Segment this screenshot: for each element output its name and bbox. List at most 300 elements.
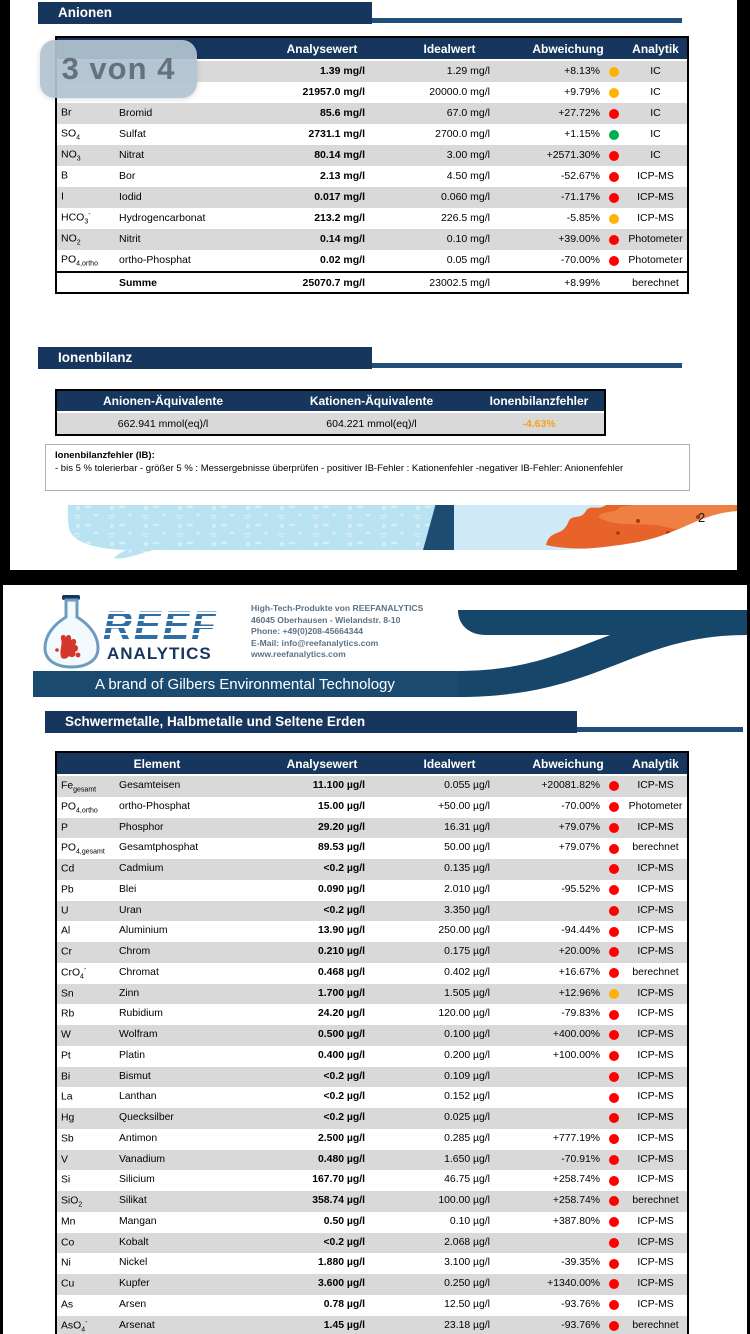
row-name: Uran bbox=[119, 904, 142, 916]
status-dot bbox=[609, 214, 619, 224]
row-deviation: +400.00% bbox=[552, 1029, 600, 1041]
note-title: Ionenbilanzfehler (IB): bbox=[55, 450, 155, 461]
table-row bbox=[57, 208, 687, 229]
table-row bbox=[57, 166, 687, 187]
column-header-analysewert: Analysewert bbox=[286, 41, 358, 56]
row-name: ortho-Phosphat bbox=[119, 800, 191, 812]
row-name: Gesamtphosphat bbox=[119, 842, 199, 854]
row-symbol: Br bbox=[61, 106, 72, 119]
contact-line: High-Tech-Produkte von REEFANALYTICS bbox=[251, 603, 424, 613]
row-ideal-value: 0.055 µg/l bbox=[444, 780, 490, 792]
table-row bbox=[57, 1253, 687, 1274]
cation-equivalents-value: 604.221 mmol(eq)/l bbox=[326, 417, 417, 430]
row-name: Chromat bbox=[119, 966, 159, 978]
status-dot-cell bbox=[604, 235, 624, 245]
row-ideal-value: 2700.0 mg/l bbox=[435, 128, 490, 141]
row-method: ICP-MS bbox=[637, 1174, 674, 1186]
status-dot-cell bbox=[604, 781, 624, 791]
table-row bbox=[57, 942, 687, 963]
row-symbol: $NO_3$ bbox=[61, 148, 81, 163]
reef-analytics-logo bbox=[33, 593, 263, 669]
section-header-rule bbox=[372, 18, 682, 23]
row-ideal-value: 1.29 mg/l bbox=[446, 65, 490, 78]
row-analysis-value: <0.2 µg/l bbox=[323, 1091, 365, 1103]
row-analysis-value: <0.2 µg/l bbox=[323, 1070, 365, 1082]
status-dot-cell bbox=[604, 256, 624, 266]
status-dot-cell bbox=[604, 109, 624, 119]
wave-pattern bbox=[68, 503, 433, 561]
row-deviation: -95.52% bbox=[561, 883, 600, 895]
row-method: ICP-MS bbox=[637, 883, 674, 895]
status-dot-cell bbox=[604, 1093, 624, 1103]
brand-tagline-band bbox=[33, 671, 458, 697]
report-page-1 bbox=[10, 0, 737, 570]
logo-wordmark-bottom: ANALYTICS bbox=[107, 644, 212, 663]
status-dot bbox=[609, 968, 619, 978]
row-method: ICP-MS bbox=[637, 1153, 674, 1165]
row-name: Iodid bbox=[119, 191, 142, 204]
sum-method: berechnet bbox=[632, 276, 679, 289]
table-row bbox=[57, 1025, 687, 1046]
row-method: ICP-MS bbox=[637, 1049, 674, 1061]
row-analysis-value: 24.20 µg/l bbox=[318, 1008, 365, 1020]
row-method: ICP-MS bbox=[637, 904, 674, 916]
row-symbol: Co bbox=[61, 1237, 75, 1249]
contact-line: www.reefanalytics.com bbox=[251, 649, 346, 660]
table-row bbox=[57, 1274, 687, 1295]
status-dot-cell bbox=[604, 1279, 624, 1289]
row-symbol: Al bbox=[61, 925, 71, 937]
row-method: berechnet bbox=[632, 842, 679, 854]
status-dot-cell bbox=[604, 193, 624, 203]
row-method: ICP-MS bbox=[637, 1070, 674, 1082]
row-analysis-value: 0.500 µg/l bbox=[318, 1029, 365, 1041]
ion-balance-header-row bbox=[57, 391, 604, 413]
row-deviation: -70.00% bbox=[560, 254, 600, 267]
table-row bbox=[57, 187, 687, 208]
status-dot-cell bbox=[604, 214, 624, 224]
row-method: Photometer bbox=[628, 254, 683, 267]
row-method: ICP-MS bbox=[637, 821, 674, 833]
row-name: Nitrat bbox=[119, 149, 145, 162]
status-dot bbox=[609, 1238, 619, 1248]
table-row bbox=[57, 1067, 687, 1088]
row-analysis-value: <0.2 µg/l bbox=[323, 863, 365, 875]
status-dot-cell bbox=[604, 1113, 624, 1123]
status-dot-cell bbox=[604, 1051, 624, 1061]
row-analysis-value: <0.2 µg/l bbox=[323, 1236, 365, 1248]
brand-tagline: A brand of Gilbers Environmental Technology bbox=[95, 675, 395, 693]
row-analysis-value: <0.2 µg/l bbox=[323, 904, 365, 916]
row-name: Chrom bbox=[119, 946, 151, 958]
status-dot bbox=[609, 802, 619, 812]
table-row bbox=[57, 145, 687, 166]
table-row bbox=[57, 1129, 687, 1150]
row-method: ICP-MS bbox=[637, 1215, 674, 1227]
table-row bbox=[57, 124, 687, 145]
row-deviation: -70.91% bbox=[561, 1153, 600, 1165]
table-row bbox=[57, 818, 687, 839]
status-dot bbox=[609, 1279, 619, 1289]
row-method: ICP-MS bbox=[637, 1298, 674, 1310]
table-row bbox=[57, 1233, 687, 1254]
column-header-element: Element bbox=[133, 756, 181, 771]
column-header-analysewert: Analysewert bbox=[286, 756, 358, 771]
status-dot bbox=[609, 989, 619, 999]
column-header-abweichung: Abweichung bbox=[532, 756, 604, 771]
row-method: ICP-MS bbox=[637, 212, 674, 225]
metals-table-header-row bbox=[57, 753, 687, 776]
table-row bbox=[57, 1295, 687, 1316]
row-ideal-value: 0.402 µg/l bbox=[444, 966, 490, 978]
row-ideal-value: 50.00 µg/l bbox=[444, 842, 490, 854]
row-symbol: I bbox=[61, 190, 64, 203]
row-ideal-value: 4.50 mg/l bbox=[446, 170, 490, 183]
status-dot bbox=[609, 823, 619, 833]
row-symbol: Rb bbox=[61, 1008, 75, 1020]
row-name: Sulfat bbox=[119, 128, 146, 141]
row-ideal-value: 2.010 µg/l bbox=[444, 883, 490, 895]
row-deviation: +20081.82% bbox=[541, 780, 600, 792]
table-row bbox=[57, 1150, 687, 1171]
metals-section-title: Schwermetalle, Halbmetalle und Seltene Erden bbox=[45, 711, 577, 733]
row-method: IC bbox=[650, 149, 661, 162]
row-analysis-value: 213.2 mg/l bbox=[314, 212, 365, 225]
row-analysis-value: 358.74 µg/l bbox=[312, 1195, 365, 1207]
row-name: Phosphor bbox=[119, 821, 164, 833]
row-analysis-value: 15.00 µg/l bbox=[318, 800, 365, 812]
ion-balance-section-title: Ionenbilanz bbox=[38, 347, 372, 369]
row-ideal-value: 12.50 µg/l bbox=[444, 1298, 490, 1310]
status-dot-cell bbox=[604, 844, 624, 854]
row-ideal-value: 0.152 µg/l bbox=[444, 1091, 490, 1103]
row-analysis-value: 0.78 µg/l bbox=[323, 1298, 365, 1310]
row-analysis-value: 21957.0 mg/l bbox=[302, 86, 365, 99]
row-ideal-value: 0.285 µg/l bbox=[444, 1132, 490, 1144]
status-dot bbox=[609, 1113, 619, 1123]
row-symbol: Sn bbox=[61, 988, 74, 1000]
status-dot-cell bbox=[604, 1238, 624, 1248]
note-body: - bis 5 % tolerierbar - größer 5 % : Messergebnisse überprüfen - positiver IB-Fehler : Kationenfehler -negativer IB-Fehler: Anionenfehler bbox=[55, 463, 624, 474]
column-header-abweichung: Abweichung bbox=[532, 41, 604, 56]
row-analysis-value: 2.500 µg/l bbox=[318, 1132, 365, 1144]
row-symbol: B bbox=[61, 169, 69, 182]
status-dot bbox=[609, 1217, 619, 1227]
sum-deviation: +8.99% bbox=[564, 276, 600, 289]
table-row bbox=[57, 1191, 687, 1212]
row-deviation: +79.07% bbox=[558, 821, 600, 833]
column-header-anion-equivalents: Anionen-Äquivalente bbox=[102, 394, 223, 408]
status-dot-cell bbox=[604, 1176, 624, 1186]
row-name: Gesamteisen bbox=[119, 780, 181, 792]
row-name: Zinn bbox=[119, 987, 140, 999]
row-name: Bromid bbox=[119, 107, 153, 120]
row-deviation: +16.67% bbox=[558, 966, 600, 978]
row-deviation: +12.96% bbox=[558, 987, 600, 999]
row-symbol: Cr bbox=[61, 946, 72, 958]
row-ideal-value: 0.10 µg/l bbox=[449, 1215, 490, 1227]
row-name: Mangan bbox=[119, 1215, 157, 1227]
row-symbol: $Fe_{gesamt}$ bbox=[61, 780, 97, 794]
row-ideal-value: 0.250 µg/l bbox=[444, 1278, 490, 1290]
row-symbol: Ni bbox=[61, 1257, 71, 1269]
row-analysis-value: 1.39 mg/l bbox=[320, 65, 365, 78]
status-dot-cell bbox=[604, 823, 624, 833]
row-name: Bor bbox=[119, 170, 136, 183]
row-ideal-value: 0.025 µg/l bbox=[444, 1112, 490, 1124]
status-dot bbox=[609, 1030, 619, 1040]
row-method: ICP-MS bbox=[637, 1029, 674, 1041]
row-method: berechnet bbox=[632, 966, 679, 978]
row-ideal-value: 226.5 mg/l bbox=[440, 212, 490, 225]
row-method: IC bbox=[650, 107, 661, 120]
column-header-idealwert: Idealwert bbox=[423, 756, 476, 771]
row-name: Cadmium bbox=[119, 863, 164, 875]
row-symbol: SiO$_2$ bbox=[61, 1195, 83, 1209]
row-ideal-value: 1.505 µg/l bbox=[444, 987, 490, 999]
status-dot-cell bbox=[604, 1010, 624, 1020]
row-analysis-value: 0.480 µg/l bbox=[318, 1153, 365, 1165]
row-method: Photometer bbox=[628, 233, 683, 246]
row-deviation: -70.00% bbox=[561, 800, 600, 812]
sum-analysis-value: 25070.7 mg/l bbox=[302, 276, 365, 289]
status-dot bbox=[609, 885, 619, 895]
row-method: IC bbox=[650, 128, 661, 141]
row-name: Silikat bbox=[119, 1195, 147, 1207]
row-ideal-value: 0.100 µg/l bbox=[444, 1029, 490, 1041]
status-dot-cell bbox=[604, 802, 624, 812]
status-dot-cell bbox=[604, 864, 624, 874]
row-symbol: U bbox=[61, 905, 69, 917]
table-row bbox=[57, 880, 687, 901]
table-row bbox=[57, 1087, 687, 1108]
column-header-idealwert: Idealwert bbox=[423, 41, 476, 56]
row-symbol: Mn bbox=[61, 1216, 76, 1228]
row-method: ICP-MS bbox=[637, 946, 674, 958]
status-dot bbox=[609, 256, 619, 266]
status-dot bbox=[609, 130, 619, 140]
row-deviation: +1.15% bbox=[564, 128, 600, 141]
row-name: Nitrit bbox=[119, 233, 141, 246]
row-analysis-value: 29.20 µg/l bbox=[318, 821, 365, 833]
row-name: Kupfer bbox=[119, 1278, 150, 1290]
row-method: ICP-MS bbox=[637, 170, 674, 183]
page-number: 2 bbox=[698, 510, 706, 525]
row-symbol: AsO$_4$- bbox=[61, 1318, 88, 1334]
status-dot bbox=[609, 67, 619, 77]
row-analysis-value: 0.468 µg/l bbox=[318, 966, 365, 978]
row-deviation: +79.07% bbox=[558, 842, 600, 854]
row-analysis-value: 2.13 mg/l bbox=[320, 170, 365, 183]
row-ideal-value: 16.31 µg/l bbox=[444, 821, 490, 833]
row-name: Nickel bbox=[119, 1257, 148, 1269]
row-method: berechnet bbox=[632, 1195, 679, 1207]
row-deviation: +2571.30% bbox=[546, 149, 600, 162]
status-dot bbox=[609, 1321, 619, 1331]
row-analysis-value: 3.600 µg/l bbox=[318, 1278, 365, 1290]
anion-equivalents-value: 662.941 mmol(eq)/l bbox=[117, 417, 209, 430]
row-symbol: Pb bbox=[61, 884, 74, 896]
flask-icon bbox=[45, 595, 98, 667]
section-header-rule bbox=[577, 727, 743, 732]
row-analysis-value: 0.02 mg/l bbox=[320, 254, 365, 267]
ion-balance-table bbox=[55, 389, 606, 436]
row-name: Blei bbox=[119, 883, 137, 895]
row-name: Kobalt bbox=[119, 1236, 149, 1248]
row-deviation: -39.35% bbox=[561, 1257, 600, 1269]
status-dot-cell bbox=[604, 172, 624, 182]
table-row bbox=[57, 797, 687, 818]
status-dot bbox=[609, 193, 619, 203]
status-dot-cell bbox=[604, 130, 624, 140]
balance-error-value: -4.63% bbox=[522, 417, 556, 430]
row-deviation: +9.79% bbox=[564, 86, 600, 99]
row-ideal-value: 0.060 mg/l bbox=[440, 191, 490, 204]
table-row bbox=[57, 921, 687, 942]
sum-ideal-value: 23002.5 mg/l bbox=[429, 276, 490, 289]
sum-label: Summe bbox=[119, 276, 157, 289]
row-name: Hydrogencarbonat bbox=[119, 212, 206, 225]
row-method: ICP-MS bbox=[637, 1132, 674, 1144]
status-dot-cell bbox=[604, 927, 624, 937]
status-dot bbox=[609, 1259, 619, 1269]
row-analysis-value: 0.50 µg/l bbox=[323, 1215, 365, 1227]
status-dot-cell bbox=[604, 947, 624, 957]
page-indicator-badge: 3 von 4 bbox=[40, 40, 197, 98]
status-dot-cell bbox=[604, 67, 624, 77]
table-row bbox=[57, 859, 687, 880]
table-row bbox=[57, 103, 687, 124]
table-row bbox=[57, 838, 687, 859]
status-dot-cell bbox=[604, 1300, 624, 1310]
row-ideal-value: 3.350 µg/l bbox=[444, 904, 490, 916]
row-ideal-value: 2.068 µg/l bbox=[444, 1236, 490, 1248]
table-row bbox=[57, 984, 687, 1005]
row-symbol: V bbox=[61, 1154, 68, 1166]
row-ideal-value: 23.18 µg/l bbox=[444, 1319, 490, 1331]
status-dot-cell bbox=[604, 1321, 624, 1331]
row-symbol: $NO_2$ bbox=[61, 232, 81, 247]
row-deviation: +39.00% bbox=[558, 233, 600, 246]
column-header-analytik: Analytik bbox=[632, 41, 679, 56]
row-analysis-value: 85.6 mg/l bbox=[320, 107, 365, 120]
row-symbol: W bbox=[61, 1029, 71, 1041]
status-dot-cell bbox=[604, 1259, 624, 1269]
row-symbol: $PO_{4,ortho}$ bbox=[61, 801, 98, 815]
row-analysis-value: 0.14 mg/l bbox=[320, 233, 365, 246]
status-dot bbox=[609, 927, 619, 937]
contact-line: 46045 Oberhausen - Wielandstr. 8-10 bbox=[251, 614, 401, 625]
row-ideal-value: 250.00 µg/l bbox=[438, 925, 490, 937]
status-dot bbox=[609, 1072, 619, 1082]
status-dot bbox=[609, 1155, 619, 1165]
row-method: berechnet bbox=[632, 1319, 679, 1331]
status-dot-cell bbox=[604, 1196, 624, 1206]
row-symbol: Sb bbox=[61, 1133, 74, 1145]
row-ideal-value: 0.10 mg/l bbox=[446, 233, 490, 246]
status-dot bbox=[609, 864, 619, 874]
row-method: IC bbox=[650, 65, 661, 78]
column-header-cation-equivalents: Kationen-Äquivalente bbox=[309, 394, 434, 408]
row-symbol: $PO_{4,gesamt}$ bbox=[61, 842, 105, 856]
table-row bbox=[57, 1212, 687, 1233]
row-deviation: +100.00% bbox=[552, 1049, 600, 1061]
row-deviation: -52.67% bbox=[560, 170, 600, 183]
row-analysis-value: 80.14 mg/l bbox=[314, 149, 365, 162]
anions-section-title: Anionen bbox=[38, 2, 372, 24]
row-name: Lanthan bbox=[119, 1091, 157, 1103]
table-row bbox=[57, 250, 687, 271]
row-ideal-value: 3.00 mg/l bbox=[446, 149, 490, 162]
row-symbol: Si bbox=[61, 1174, 71, 1186]
row-method: ICP-MS bbox=[637, 1236, 674, 1248]
row-analysis-value: 0.210 µg/l bbox=[318, 946, 365, 958]
ion-balance-value-row bbox=[57, 413, 604, 434]
status-dot bbox=[609, 88, 619, 98]
table-row bbox=[57, 901, 687, 922]
row-ideal-value: 67.0 mg/l bbox=[446, 107, 490, 120]
row-method: ICP-MS bbox=[637, 925, 674, 937]
row-ideal-value: 0.200 µg/l bbox=[444, 1049, 490, 1061]
report-page-2 bbox=[3, 585, 747, 1334]
row-analysis-value: 1.700 µg/l bbox=[318, 987, 365, 999]
row-method: IC bbox=[650, 86, 661, 99]
row-ideal-value: 0.135 µg/l bbox=[444, 863, 490, 875]
status-dot-cell bbox=[604, 88, 624, 98]
row-symbol: Pt bbox=[61, 1050, 71, 1062]
status-dot-cell bbox=[604, 151, 624, 161]
row-name: ortho-Phosphat bbox=[119, 254, 191, 267]
table-row bbox=[57, 1046, 687, 1067]
table-row bbox=[57, 776, 687, 797]
row-symbol: $PO_{4,ortho}$ bbox=[61, 253, 98, 268]
row-symbol: P bbox=[61, 822, 68, 834]
row-symbol: La bbox=[61, 1091, 73, 1103]
row-symbol: Cu bbox=[61, 1278, 75, 1290]
row-name: Platin bbox=[119, 1049, 145, 1061]
row-analysis-value: 0.017 mg/l bbox=[314, 191, 365, 204]
row-method: ICP-MS bbox=[637, 780, 674, 792]
row-ideal-value: 0.175 µg/l bbox=[444, 946, 490, 958]
row-analysis-value: 1.880 µg/l bbox=[318, 1257, 365, 1269]
row-deviation: +27.72% bbox=[558, 107, 600, 120]
row-analysis-value: 0.400 µg/l bbox=[318, 1049, 365, 1061]
row-symbol: CrO$_4$- bbox=[61, 965, 87, 981]
status-dot bbox=[609, 1134, 619, 1144]
row-method: ICP-MS bbox=[637, 863, 674, 875]
section-header-rule bbox=[372, 363, 682, 368]
table-row bbox=[57, 1170, 687, 1191]
status-dot bbox=[609, 906, 619, 916]
row-ideal-value: 1.650 µg/l bbox=[444, 1153, 490, 1165]
row-method: Photometer bbox=[628, 800, 683, 812]
row-analysis-value: 0.090 µg/l bbox=[318, 883, 365, 895]
row-ideal-value: +50.00 µg/l bbox=[438, 800, 490, 812]
row-ideal-value: 100.00 µg/l bbox=[438, 1195, 490, 1207]
row-method: ICP-MS bbox=[637, 1091, 674, 1103]
row-name: Bismut bbox=[119, 1070, 151, 1082]
row-deviation: +258.74% bbox=[552, 1195, 600, 1207]
logo-wordmark-top: REEF bbox=[103, 604, 218, 648]
status-dot bbox=[609, 1196, 619, 1206]
row-analysis-value: <0.2 µg/l bbox=[323, 1112, 365, 1124]
row-name: Aluminium bbox=[119, 925, 168, 937]
row-name: Antimon bbox=[119, 1132, 158, 1144]
row-name: Arsenat bbox=[119, 1319, 155, 1331]
row-deviation: -93.76% bbox=[561, 1298, 600, 1310]
row-method: ICP-MS bbox=[637, 1008, 674, 1020]
row-name: Arsen bbox=[119, 1298, 147, 1310]
